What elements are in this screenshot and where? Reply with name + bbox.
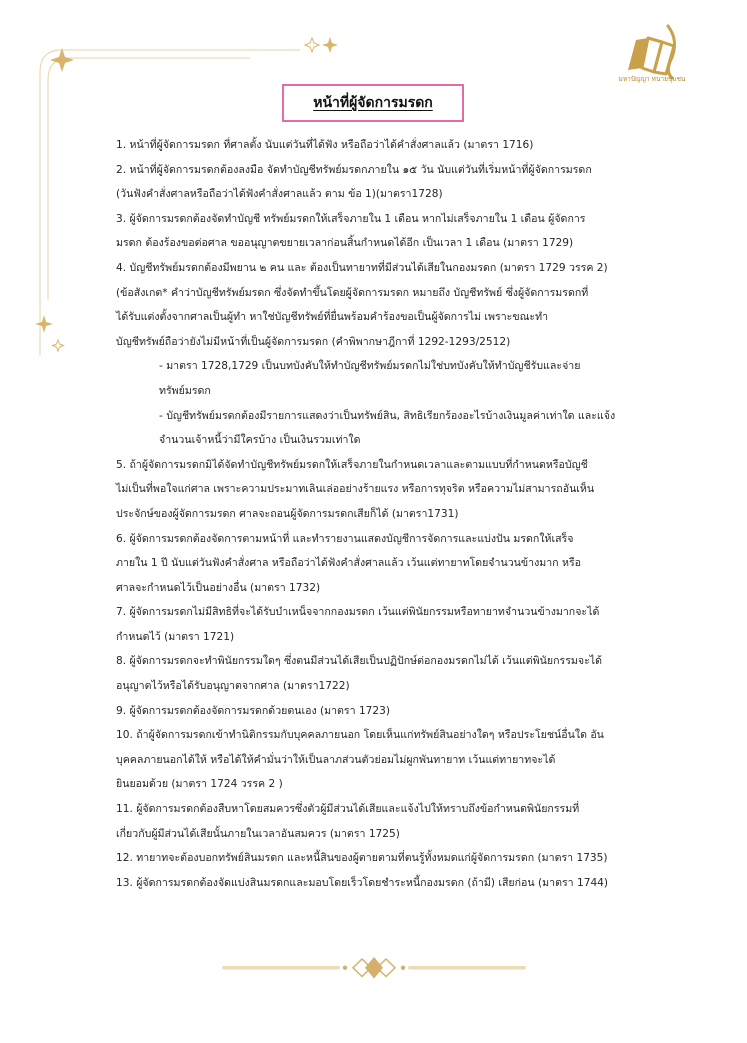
text-line: ภายใน 1 ปี นับแต่วันฟังคำสั่งศาล หรือถือว่าได้ฟังคำสั่งศาลแล้ว เว้นแต่ทายาทโดยจำนวนข้างมาก หรือ — [116, 557, 581, 570]
text-line: บุคคลภายนอกได้ให้ หรือได้ให้คำมั่นว่าให้เป็นลาภส่วนตัวย่อมไม่ผูกพันทายาท เว้นแต่ทายาทจะได้ — [116, 753, 556, 766]
text-line: 7. ผู้จัดการมรดกไม่มีสิทธิที่จะได้รับบำเหน็จจากกองมรดก เว้นแต่พินัยกรรมหรือทายาทจำนวนข้างมากจะได้ — [116, 606, 600, 619]
text-line: 1. หน้าที่ผู้จัดการมรดก ที่ศาลตั้ง นับแต่วันที่ได้ฟัง หรือถือว่าได้คำสั่งศาลแล้ว (มาตรา 1716) — [116, 139, 534, 151]
document-body — [116, 133, 676, 895]
text-line: เกี่ยวกับผู้มีส่วนได้เสียนั้นภายในเวลาอันสมควร (มาตรา 1725) — [116, 827, 400, 840]
text-line: 9. ผู้จัดการมรดกต้องจัดการมรดกด้วยตนเอง (มาตรา 1723) — [116, 704, 391, 717]
text-line: 6. ผู้จัดการมรดกต้องจัดการตามหน้าที่ และทำรายงานแสดงบัญชีการจัดการและแบ่งปัน มรดกให้เสร็จ — [116, 532, 574, 545]
text-line: 3. ผู้จัดการมรดกต้องจัดทำบัญชี ทรัพย์มรดกให้เสร็จภายใน 1 เดือน หากไม่เสร็จภายใน 1 เดือน ผู้จัดการ — [116, 212, 586, 225]
text-line: 4. บัญชีทรัพย์มรดกต้องมีพยาน ๒ คน และ ต้องเป็นทายาทที่มีส่วนได้เสียในกองมรดก (มาตรา 1729 วรรค 2) — [116, 261, 608, 274]
text-line: กำหนดไว้ (มาตรา 1721) — [116, 630, 235, 643]
text-line: จำนวนเจ้าหนี้ว่ามีใครบ้าง เป็นเงินรวมเท่าใด — [159, 434, 361, 447]
text-line: ทรัพย์มรดก — [159, 384, 211, 397]
text-line: ศาลจะกำหนดไว้เป็นอย่างอื่น (มาตรา 1732) — [116, 581, 321, 594]
text-line: 13. ผู้จัดการมรดกต้องจัดแบ่งสินมรดกและมอบโดยเร็วโดยชำระหนี้กองมรดก (ถ้ามี) เสียก่อน (มาตรา 1744) — [116, 876, 609, 889]
text-line: อนุญาตไว้หรือได้รับอนุญาตจากศาล (มาตรา1722) — [116, 680, 350, 693]
text-line: 10. ถ้าผู้จัดการมรดกเข้าทำนิติกรรมกับบุคคลภายนอก โดยเห็นแก่ทรัพย์สินอย่างใดๆ หรือประโยชน์อื่นใด อัน — [116, 729, 604, 742]
text-line: บัญชีทรัพย์ถือว่ายังไม่มีหน้าที่เป็นผู้จัดการมรดก (คำพิพากษาฎีกาที่ 1292-1293/2512) — [116, 335, 511, 348]
text-line: - มาตรา 1728,1729 เป็นบทบังคับให้ทำบัญชีทรัพย์มรดกไม่ใช่บทบังคับให้ทำบัญชีรับและจ่าย — [159, 360, 581, 373]
text-line: - บัญชีทรัพย์มรดกต้องมีรายการแสดงว่าเป็นทรัพย์สิน, สิทธิเรียกร้องอะไรบ้างเงินมูลค่าเท่าใด และแจ้ง — [159, 409, 616, 422]
text-line: 11. ผู้จัดการมรดกต้องสืบหาโดยสมควรซึ่งตัวผู้มีส่วนได้เสียและแจ้งไปให้ทราบถึงข้อกำหนดพินัยกรรมที่ — [116, 803, 580, 816]
text-line: 2. หน้าที่ผู้จัดการมรดกต้องลงมือ จัดทำบัญชีทรัพย์มรดกภายใน ๑๕ วัน นับแต่วันที่เริ่มหน้าที่ผู้จัดการมรดก — [116, 163, 592, 176]
text-line: (วันฟังคำสั่งศาลหรือถือว่าได้ฟังคำสั่งศาลแล้ว ตาม ข้อ 1)(มาตรา1728) — [116, 188, 443, 201]
title-frame — [282, 84, 464, 122]
text-line: มรดก ต้องร้องขอต่อศาล ขออนุญาตขยายเวลาก่อนสิ้นกำหนดได้อีก เป็นเวลา 1 เดือน (มาตรา 1729) — [116, 237, 574, 250]
text-line: ไม่เป็นที่พอใจแก่ศาล เพราะความประมาทเลินเล่ออย่างร้ายแรง หรือการทุจริต หรือความไม่สามารถอันเห็น — [116, 483, 595, 496]
text-line: ประจักษ์ของผู้จัดการมรดก ศาลจะถอนผู้จัดการมรดกเสียก็ได้ (มาตรา1731) — [116, 507, 459, 520]
logo-caption: มหาปัญญา ทนายชุมชน — [618, 75, 686, 83]
text-line: 5. ถ้าผู้จัดการมรดกมิได้จัดทำบัญชีทรัพย์มรดกให้เสร็จภายในกำหนดเวลาและตามแบบที่กำหนดหรือบัญชี — [116, 458, 588, 471]
page-title: หน้าที่ผู้จัดการมรดก — [313, 95, 433, 111]
text-line: ได้รับแต่งตั้งจากศาลเป็นผู้ทำ หาใช่บัญชีทรัพย์ที่ยื่นพร้อมคำร้องขอเป็นผู้จัดการไม่ เพราะขณะทำ — [116, 311, 549, 324]
text-line: 8. ผู้จัดการมรดกจะทำพินัยกรรมใดๆ ซึ่งตนมีส่วนได้เสียเป็นปฏิปักษ์ต่อกองมรดกไม่ได้ เว้นแต่พินัยกรรมจะได้ — [116, 655, 602, 668]
text-line: (ข้อสังเกต* คำว่าบัญชีทรัพย์มรดก ซึ่งจัดทำขึ้นโดยผู้จัดการมรดก หมายถึง บัญชีทรัพย์ ซึ่งผู้จัดการมรดกที่ — [116, 286, 589, 299]
diamond-ornament-divider-icon — [222, 955, 526, 981]
text-line: ยินยอมด้วย (มาตรา 1724 วรรค 2 ) — [116, 778, 283, 791]
text-line: 12. ทายาทจะต้องบอกทรัพย์สินมรดก และหนี้สินของผู้ตายตามที่ตนรู้ทั้งหมดแก่ผู้จัดการมรดก (มาตรา 1735) — [116, 852, 608, 865]
